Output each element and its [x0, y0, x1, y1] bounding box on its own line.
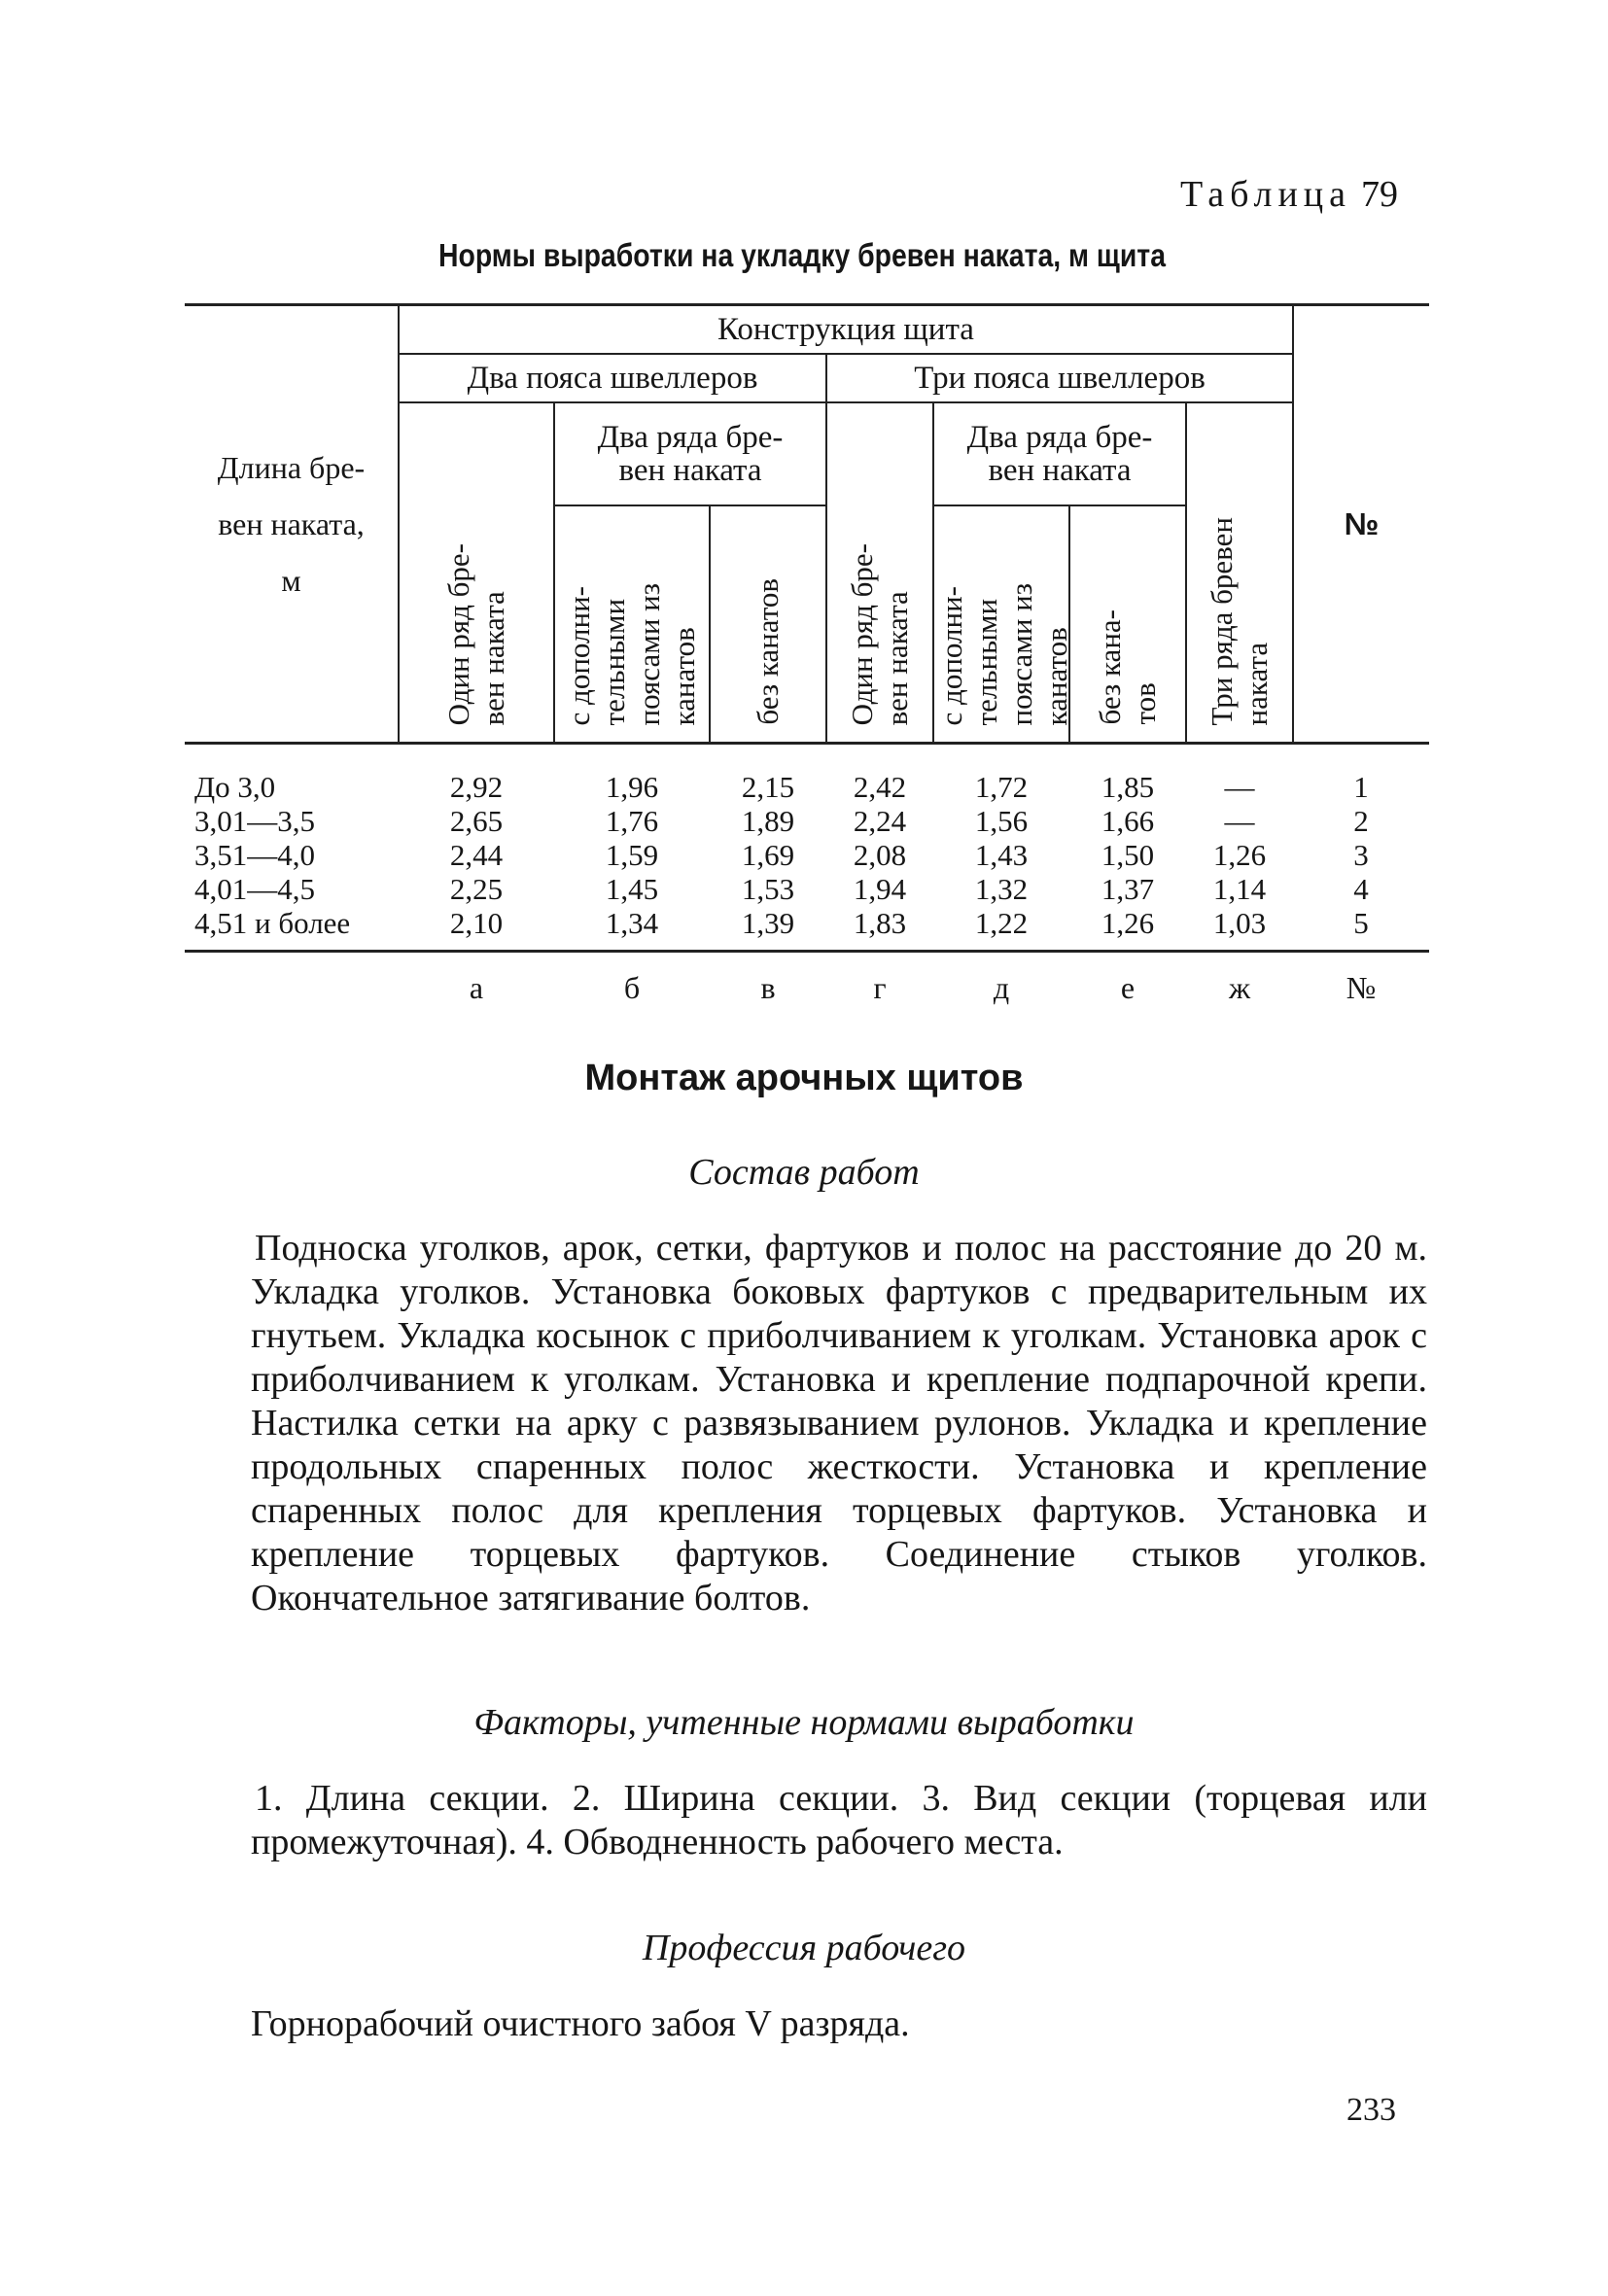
work-heading: Состав работ: [688, 1152, 920, 1193]
cell-v: 1,69: [741, 838, 795, 872]
cell-e: 1,26: [1069, 906, 1186, 952]
profession-heading: Профессия рабочего: [642, 1928, 966, 1968]
cell-b: 1,96: [554, 744, 710, 805]
cell-a: 2,44: [449, 838, 504, 872]
cell-length: 4,51 и более: [185, 906, 399, 952]
cell-zh: 1,03: [1186, 906, 1293, 952]
cell-a: 2,25: [449, 872, 504, 906]
header-three-belts-with-ropes: с дополни- тельными поясами из канатов: [933, 505, 1069, 744]
column-letter-g: г: [873, 970, 887, 1005]
cell-zh: 1,26: [1212, 838, 1267, 872]
cell-b: 1,45: [605, 872, 659, 906]
cell-v: 2,15: [710, 744, 826, 805]
cell-v: 1,89: [741, 804, 795, 838]
cell-d: 1,72: [933, 744, 1069, 805]
cell-zh: —: [1186, 744, 1293, 805]
cell-e: 1,66: [1101, 804, 1155, 838]
cell-d: 1,22: [933, 906, 1069, 952]
header-two-belts-with-ropes: с дополни- тельными поясами из канатов: [554, 505, 710, 744]
cell-length: 3,01—3,5: [194, 804, 315, 838]
column-letter-b: б: [623, 970, 641, 1005]
cell-g: 2,42: [826, 744, 933, 805]
header-three-rows: Три ряда бревен наката: [1186, 402, 1293, 744]
cell-no: 3: [1353, 838, 1369, 872]
cell-no: 5: [1293, 906, 1429, 952]
cell-e: 1,85: [1069, 744, 1186, 805]
cell-d: 1,43: [974, 838, 1029, 872]
page-number: 233: [1346, 2092, 1396, 2128]
cell-a: 2,92: [399, 744, 554, 805]
cell-d: 1,32: [974, 872, 1029, 906]
header-two-belts-two-rows: Два ряда бре- вен наката: [554, 402, 826, 505]
cell-g: 2,08: [853, 838, 907, 872]
cell-no: 4: [1353, 872, 1369, 906]
table-title: Нормы выработки на укладку бревен наката, м щита: [437, 237, 1166, 273]
table-row: [185, 872, 1429, 906]
header-construction: Конструкция щита: [399, 305, 1293, 355]
cell-g: 2,24: [853, 804, 907, 838]
cell-g: 1,83: [826, 906, 933, 952]
cell-zh: —: [1224, 804, 1255, 838]
column-letter-v: в: [760, 970, 776, 1005]
cell-b: 1,59: [605, 838, 659, 872]
column-letter-d: д: [993, 970, 1010, 1005]
cell-length: 3,51—4,0: [194, 838, 315, 872]
work-paragraph: Подноска уголков, арок, сетки, фартуков и полос на расстояние до 20 м. Укладка уголков. Установка боковых фартуков с предварительным их гнутьем. Укладка косынок с приболчиванием к уголкам. Установка арок с приболчиванием к уголкам. Установка и крепление подпарочной крепи. Настилка сетки на арку с развязыванием рулонов. Укладка и крепление продольных спаренных полос жесткости. Установка и крепление спаренных полос для крепления торцевых фартуков. Установка и крепление торцевых фартуков. Соединение стыков уголков. Окончательное затягивание болтов.: [251, 1228, 1427, 1618]
column-letter-a: а: [469, 970, 484, 1005]
cell-a: 2,10: [399, 906, 554, 952]
cell-b: 1,34: [554, 906, 710, 952]
profession-paragraph: Горнорабочий очистного забоя V разряда.: [251, 2003, 910, 2044]
table-label: [1180, 173, 1398, 216]
norms-table: [185, 303, 1429, 1006]
cell-e: 1,50: [1101, 838, 1155, 872]
factors-heading: Факторы, учтенные нормами выработки: [473, 1702, 1135, 1743]
cell-g: 1,94: [853, 872, 907, 906]
table-label-word: Таблица: [1179, 174, 1351, 215]
cell-v: 1,39: [710, 906, 826, 952]
cell-length: До 3,0: [185, 744, 399, 805]
header-two-belts: Два пояса швеллеров: [399, 354, 826, 402]
header-two-belts-one-row: Один ряд бре- вен наката: [399, 402, 554, 744]
section-title: Монтаж арочных щитов: [584, 1058, 1024, 1098]
header-number: №: [1293, 305, 1429, 744]
column-letter-e: е: [1120, 970, 1136, 1005]
cell-no: 2: [1353, 804, 1369, 838]
header-three-belts-one-row: Один ряд бре- вен наката: [826, 402, 933, 744]
factors-paragraph: 1. Длина секции. 2. Ширина секции. 3. Вид секции (торцевая или промежуточная). 4. Обводненность рабочего места.: [251, 1778, 1427, 1862]
cell-v: 1,53: [741, 872, 795, 906]
header-length: Длина бре- вен наката, м: [185, 305, 399, 744]
cell-e: 1,37: [1101, 872, 1155, 906]
column-letter-empty: [185, 952, 399, 1007]
column-letter-zh: ж: [1228, 970, 1251, 1005]
cell-d: 1,56: [974, 804, 1029, 838]
cell-b: 1,76: [605, 804, 659, 838]
header-two-belts-without-ropes: без канатов: [710, 505, 826, 744]
column-letters-row: [185, 952, 1429, 1007]
cell-no: 1: [1293, 744, 1429, 805]
header-three-belts-two-rows: Два ряда бре- вен наката: [933, 402, 1186, 505]
column-letter-no: №: [1346, 970, 1377, 1005]
table-row: [185, 744, 1429, 805]
cell-a: 2,65: [449, 804, 504, 838]
cell-length: 4,01—4,5: [194, 872, 315, 906]
header-three-belts: Три пояса швеллеров: [826, 354, 1293, 402]
table-label-number: 79: [1361, 174, 1398, 215]
table-row: [185, 906, 1429, 952]
table-row: [185, 838, 1429, 872]
cell-zh: 1,14: [1212, 872, 1267, 906]
header-three-belts-without-ropes: без кана- тов: [1069, 505, 1186, 744]
table-row: [185, 804, 1429, 838]
